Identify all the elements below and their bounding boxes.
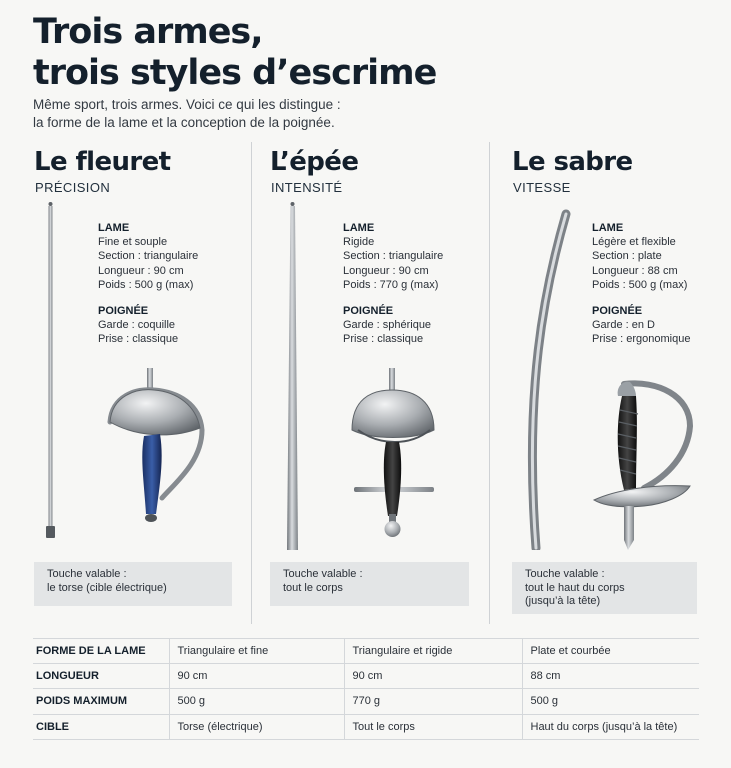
- table-row: [33, 664, 699, 689]
- row-header: FORME DE LA LAME: [33, 639, 169, 664]
- grip-heading: POIGNÉE: [592, 305, 643, 318]
- grip-spec: Garde : en D: [592, 319, 655, 332]
- blade-heading: LAME: [343, 222, 375, 234]
- blade-spec: Rigide: [343, 236, 375, 249]
- specs-epee: [343, 221, 443, 347]
- weapon-tagline: INTENSITÉ: [271, 180, 343, 195]
- blade-spec: Poids : 500 g (max): [592, 278, 688, 291]
- grip-spec: Prise : ergonomique: [592, 333, 691, 346]
- note-line: tout le corps: [283, 581, 343, 594]
- note-line: Touche valable :: [47, 568, 127, 580]
- target-note: [512, 562, 697, 614]
- grip-heading: POIGNÉE: [98, 305, 149, 318]
- table-row: [33, 689, 699, 714]
- column-sabre: [512, 142, 731, 622]
- weapon-name: Le fleuret: [34, 147, 171, 177]
- blade-spec: Section : plate: [592, 250, 662, 263]
- comparison-table: [33, 638, 699, 740]
- blade-spec: Section : triangulaire: [343, 250, 444, 263]
- column-epee: [270, 142, 505, 622]
- subtitle-line-2: la forme de la lame et la conception de la poignée.: [33, 115, 335, 130]
- table-cell: Triangulaire et fine: [169, 639, 344, 664]
- weapon-name: Le sabre: [512, 147, 633, 177]
- grip-heading: POIGNÉE: [343, 305, 394, 318]
- blade-spec: Longueur : 88 cm: [592, 264, 678, 277]
- table-cell: 88 cm: [522, 664, 699, 689]
- title-line-1: Trois armes,: [33, 12, 263, 52]
- note-line: Touche valable :: [283, 568, 363, 580]
- specs-sabre: [592, 221, 690, 347]
- subtitle-line-1: Même sport, trois armes. Voici ce qui les distingue :: [33, 97, 341, 112]
- row-header: POIDS MAXIMUM: [33, 689, 169, 714]
- blade-spec: Poids : 500 g (max): [98, 278, 194, 291]
- weapon-tagline: PRÉCISION: [35, 180, 111, 195]
- table-cell: Tout le corps: [344, 714, 522, 739]
- target-note: [34, 562, 232, 606]
- blade-spec: Fine et souple: [98, 236, 168, 249]
- blade-spec: Poids : 770 g (max): [343, 278, 439, 291]
- specs-foil: [98, 221, 198, 347]
- note-line: le torse (cible électrique): [47, 581, 167, 594]
- note-line: tout le haut du corps: [525, 581, 625, 594]
- table-cell: Plate et courbée: [522, 639, 699, 664]
- blade-spec: Longueur : 90 cm: [98, 264, 184, 277]
- note-line: Touche valable :: [525, 568, 605, 580]
- grip-spec: Prise : classique: [343, 333, 424, 346]
- blade-spec: Légère et flexible: [592, 236, 676, 249]
- table-cell: Torse (électrique): [169, 714, 344, 739]
- table-cell: Haut du corps (jusqu’à la tête): [522, 714, 699, 739]
- table-cell: 90 cm: [344, 664, 522, 689]
- weapon-name: L’épée: [270, 147, 359, 177]
- table-cell: 90 cm: [169, 664, 344, 689]
- column-foil: [34, 142, 269, 622]
- blade-spec: Section : triangulaire: [98, 250, 199, 263]
- grip-spec: Garde : sphérique: [343, 319, 432, 332]
- row-header: LONGUEUR: [33, 664, 169, 689]
- grip-spec: Prise : classique: [98, 333, 179, 346]
- page-title: [33, 12, 436, 94]
- table-row: [33, 714, 699, 739]
- table-cell: Triangulaire et rigide: [344, 639, 522, 664]
- table-cell: 500 g: [522, 689, 699, 714]
- grip-spec: Garde : coquille: [98, 319, 176, 332]
- table-cell: 770 g: [344, 689, 522, 714]
- note-line: (jusqu’à la tête): [525, 595, 601, 607]
- table-cell: 500 g: [169, 689, 344, 714]
- blade-heading: LAME: [592, 222, 624, 234]
- title-line-2: trois styles d’escrime: [33, 53, 437, 93]
- table-row: [33, 639, 699, 664]
- target-note: [270, 562, 469, 606]
- blade-heading: LAME: [98, 222, 130, 234]
- blade-spec: Longueur : 90 cm: [343, 264, 429, 277]
- weapon-tagline: VITESSE: [513, 180, 571, 195]
- row-header: CIBLE: [33, 714, 169, 739]
- page-subtitle: [33, 96, 341, 132]
